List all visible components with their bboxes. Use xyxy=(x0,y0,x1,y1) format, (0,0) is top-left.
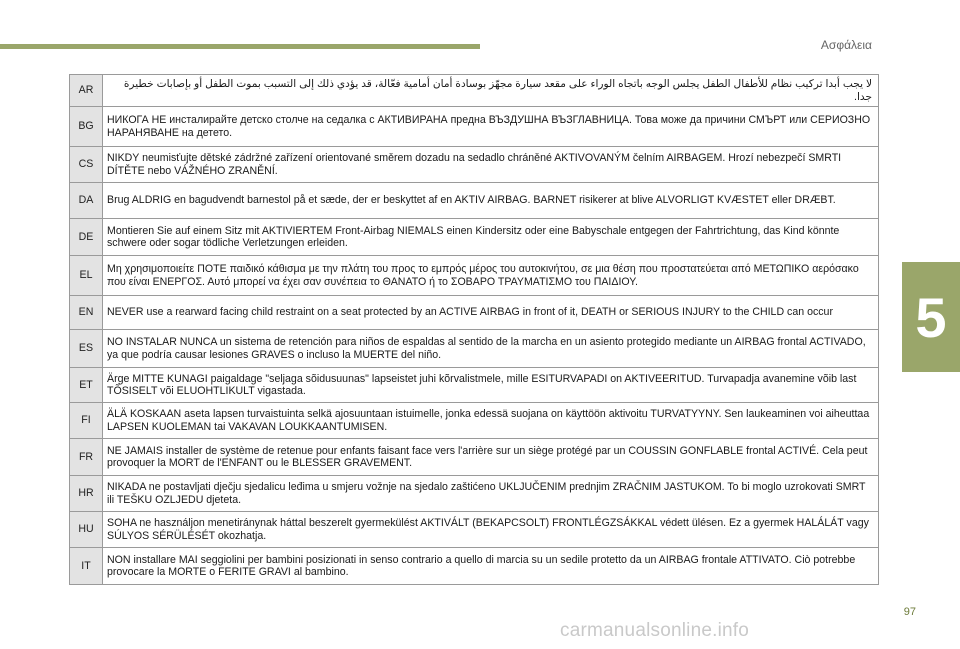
table-row xyxy=(70,296,879,330)
language-code: DE xyxy=(70,219,103,256)
table-row xyxy=(70,476,879,512)
warning-text: Μη χρησιμοποιείτε ΠΟΤΕ παιδικό κάθισμα με την πλάτη του προς το εμπρός μέρος του αυτοκινήτου, σε μια θέση που προστατεύεται από ΜΕΤΩΠΙΚΟ αερόσακο που είναι ΕΝΕΡΓΟΣ. Αυτό μπορεί να έχει σαν συνέπεια το ΘΑΝΑΤΟ ή το ΣΟΒΑΡΟ ΤΡΑΥΜΑΤΙΣΜΟ του ΠΑΙΔΙΟΥ. xyxy=(103,256,879,296)
warning-text: NO INSTALAR NUNCA un sistema de retención para niños de espaldas al sentido de la marcha en un asiento protegido mediante un AIRBAG frontal ACTIVADO, ya que podría causar lesiones GRAVES o incluso la MUERTE del niño. xyxy=(103,330,879,368)
language-code: AR xyxy=(70,75,103,107)
language-code: HU xyxy=(70,512,103,548)
warning-text: NIKADA ne postavljati dječju sjedalicu leđima u smjeru vožnje na sjedalo zaštićeno UKLJUČENIM prednjim ZRAČNIM JASTUKOM. To bi moglo uzrokovati SMRT ili TEŠKU OZLJEDU djeteta. xyxy=(103,476,879,512)
language-code: ET xyxy=(70,368,103,403)
language-warning-table xyxy=(69,74,879,585)
page-number: 97 xyxy=(903,606,916,618)
table-row xyxy=(70,256,879,296)
table-row xyxy=(70,107,879,147)
language-code: DA xyxy=(70,183,103,219)
table-row xyxy=(70,219,879,256)
warning-text: NEVER use a rearward facing child restraint on a seat protected by an ACTIVE AIRBAG in front of it, DEATH or SERIOUS INJURY to the CHILD can occur xyxy=(103,296,879,330)
warning-text: NON installare MAI seggiolini per bambini posizionati in senso contrario a quello di marcia su un sedile protetto da un AIRBAG frontale ATTIVATO. Ciò potrebbe provocare la MORTE o FERITE GRAVI al bambino. xyxy=(103,548,879,585)
table-row xyxy=(70,548,879,585)
warning-text: NIKDY neumisťujte dětské zádržné zařízení orientované směrem dozadu na sedadlo chráněné AKTIVOVANÝM čelním AIRBAGEM. Hrozí nebezpečí SMRTI DÍTĚTE nebo VÁŽNÉHO ZRANĚNÍ. xyxy=(103,147,879,183)
table-row xyxy=(70,183,879,219)
warning-text: لا يجب أبدا تركيب نظام للأطفال الطفل يجلس الوجه باتجاه الوراء على مقعد سيارة مجهّز بوسادة أمان أمامية فعّالة، قد يؤدي ذلك إلى التسبب بموت الطفل أو بإصابات خطيرة جدا. xyxy=(103,75,879,107)
chapter-tab xyxy=(902,262,960,372)
watermark: carmanualsonline.info xyxy=(560,620,750,641)
language-code: FR xyxy=(70,439,103,476)
warning-text: SOHA ne használjon menetiránynak háttal beszerelt gyermekülést AKTIVÁLT (BEKAPCSOLT) FRONTLÉGZSÁKKAL védett ülésen. Ez a gyermek HALÁLÁT vagy SÚLYOS SÉRÜLÉSÉT okozhatja. xyxy=(103,512,879,548)
table-row xyxy=(70,330,879,368)
warning-text: Montieren Sie auf einem Sitz mit AKTIVIERTEM Front-Airbag NIEMALS einen Kindersitz oder eine Babyschale entgegen der Fahrtrichtung, das Kind könnte schwere oder sogar tödliche Verletzungen erleiden. xyxy=(103,219,879,256)
table-row xyxy=(70,439,879,476)
table-row xyxy=(70,512,879,548)
warning-text: NE JAMAIS installer de système de retenue pour enfants faisant face vers l'arrière sur un siège protégé par un COUSSIN GONFLABLE frontal ACTIVÉ. Cela peut provoquer la MORT de l'ENFANT ou le BLESSER GRAVEMENT. xyxy=(103,439,879,476)
language-code: EN xyxy=(70,296,103,330)
warning-text: Brug ALDRIG en bagudvendt barnestol på et sæde, der er beskyttet af en AKTIV AIRBAG. BARNET risikerer at blive ALVORLIGT KVÆSTET eller DRÆBT. xyxy=(103,183,879,219)
table-row xyxy=(70,147,879,183)
language-code: IT xyxy=(70,548,103,585)
chapter-number: 5 xyxy=(915,285,947,349)
language-code: HR xyxy=(70,476,103,512)
language-code: ES xyxy=(70,330,103,368)
warning-text: Ärge MITTE KUNAGI paigaldage "seljaga sõidusuunas" lapseistet juhi kõrvalistmele, mille ESITURVAPADI on AKTIVEERITUD. Turvapadja avanemine võib last TÕSISELT või ELUOHTLIKULT vigastada. xyxy=(103,368,879,403)
header-accent-bar xyxy=(0,44,480,49)
table-row xyxy=(70,75,879,107)
section-title: Ασφάλεια xyxy=(820,38,872,52)
language-code: CS xyxy=(70,147,103,183)
table-row xyxy=(70,403,879,439)
language-code: BG xyxy=(70,107,103,147)
warning-text: НИКОГА НЕ инсталирайте детско столче на седалка с АКТИВИРАНА предна ВЪЗДУШНА ВЪЗГЛАВНИЦА. Това може да причини СМЪРТ или СЕРИОЗНО НАРАНЯВАНЕ на детето. xyxy=(103,107,879,147)
table-row xyxy=(70,368,879,403)
language-code: EL xyxy=(70,256,103,296)
language-code: FI xyxy=(70,403,103,439)
warning-text: ÄLÄ KOSKAAN aseta lapsen turvaistuinta selkä ajosuuntaan istuimelle, jonka edessä suojana on käyttöön aktivoitu TURVATYYNY. Sen laukeaminen voi aiheuttaa LAPSEN KUOLEMAN tai VAKAVAN LOUKKAANTUMISEN. xyxy=(103,403,879,439)
